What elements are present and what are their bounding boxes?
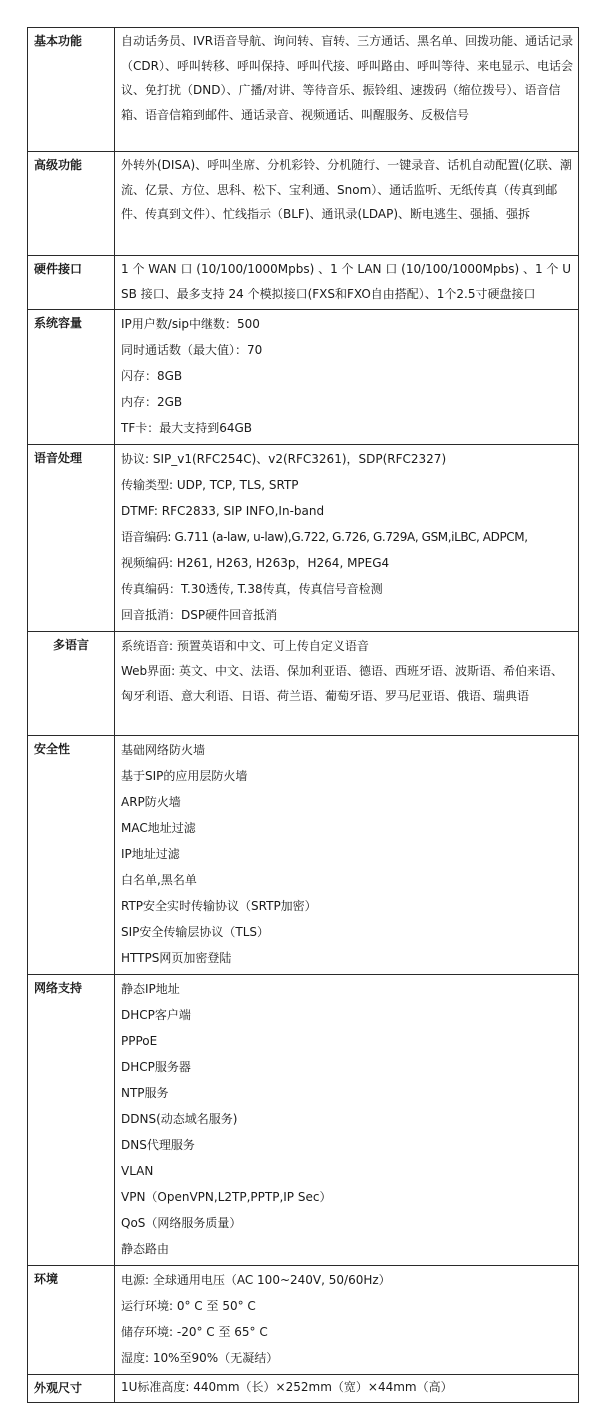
row-label: 外观尺寸	[28, 1375, 115, 1403]
value-line: RTP安全实时传输协议（SRTP加密）	[121, 899, 317, 913]
value-line: 传真编码：T.30透传, T.38传真，传真信号音检测	[121, 582, 383, 596]
value-line: SIP安全传输层协议（TLS）	[121, 925, 270, 939]
value-line: DHCP客户端	[121, 1008, 191, 1022]
value-line: DNS代理服务	[121, 1138, 195, 1152]
value-line: VLAN	[121, 1164, 154, 1178]
value-line: 1U标准高度: 440mm（长）×252mm（宽）×44mm（高）	[121, 1380, 453, 1394]
row-value	[115, 632, 579, 736]
value-line: 协议: SIP_v1(RFC254C)、v2(RFC3261)，SDP(RFC2327)	[121, 452, 447, 466]
row-label: 基本功能	[28, 28, 115, 152]
row-label: 系统容量	[28, 310, 115, 445]
value-paragraph: 自动话务员、IVR语音导航、询问转、盲转、三方通话、黑名单、回拨功能、通话记录（CDR）、呼叫转移、呼叫保持、呼叫代接、呼叫路由、呼叫等待、来电显示、电话会议、免打扰（DND）、广播/对讲、等待音乐、振铃组、速拨码（缩位拨号）、语音信箱、语音信箱到邮件、通话录音、视频通话、叫醒服务、反极信号	[121, 34, 574, 122]
row-label: 高级功能	[28, 152, 115, 256]
value-line: 运行环境: 0° C 至 50° C	[121, 1299, 256, 1313]
value-line: IP用户数/sip中继数：500	[121, 317, 260, 331]
value-line: PPPoE	[121, 1034, 158, 1048]
value-line: TF卡：最大支持到64GB	[121, 421, 253, 435]
value-line: 电源: 全球通用电压（AC 100~240V, 50/60Hz）	[121, 1273, 391, 1287]
spec-table	[27, 27, 579, 1403]
row-value	[115, 1375, 579, 1403]
spec-row-security	[28, 736, 579, 975]
spec-row-advanced	[28, 152, 579, 256]
spec-row-basic	[28, 28, 579, 152]
value-paragraph: 1 个 WAN 口 (10/100/1000Mpbs) 、1 个 LAN 口 (10/100/1000Mpbs) 、1 个 USB 接口、最多支持 24 个模拟接口(FXS和FXO自由搭配）、1个2.5寸硬盘接口	[121, 262, 572, 301]
value-line: 回音抵消：DSP硬件回音抵消	[121, 608, 278, 622]
value-line: IP地址过滤	[121, 847, 180, 861]
row-value	[115, 1266, 579, 1375]
value-line: 系统语音: 预置英语和中文、可上传自定义语音	[121, 639, 369, 653]
value-line: 基础网络防火墙	[121, 743, 206, 757]
spec-row-capacity	[28, 310, 579, 445]
value-line: DHCP服务器	[121, 1060, 191, 1074]
value-line: NTP服务	[121, 1086, 169, 1100]
value-line: DTMF: RFC2833, SIP INFO,In-band	[121, 504, 325, 518]
row-value	[115, 975, 579, 1266]
spec-row-network	[28, 975, 579, 1266]
row-label: 网络支持	[28, 975, 115, 1266]
row-value	[115, 736, 579, 975]
row-value	[115, 152, 579, 256]
spec-row-dimensions	[28, 1375, 579, 1403]
value-line: ARP防火墙	[121, 795, 181, 809]
row-label: 环境	[28, 1266, 115, 1375]
row-value	[115, 445, 579, 632]
value-line: QoS（网络服务质量）	[121, 1216, 242, 1230]
value-line: 白名单,黑名单	[121, 873, 197, 887]
row-label: 多语言	[28, 632, 115, 736]
row-value	[115, 28, 579, 152]
row-value	[115, 256, 579, 310]
value-line: VPN（OpenVPN,L2TP,PPTP,IP Sec）	[121, 1190, 332, 1204]
value-paragraph: Web界面: 英文、中文、法语、保加利亚语、德语、西班牙语、波斯语、希伯来语、匈牙利语、意大利语、日语、荷兰语、葡萄牙语、罗马尼亚语、俄语、瑞典语	[121, 664, 564, 703]
value-line: 湿度: 10%至90%（无凝结）	[121, 1351, 279, 1365]
value-line: MAC地址过滤	[121, 821, 196, 835]
value-line: 静态IP地址	[121, 982, 180, 996]
spec-row-environment	[28, 1266, 579, 1375]
value-line: 视频编码: H261, H263, H263p，H264, MPEG4	[121, 556, 390, 570]
row-value	[115, 310, 579, 445]
value-line: 闪存：8GB	[121, 369, 183, 383]
spec-row-hardware	[28, 256, 579, 310]
value-line: 储存环境: -20° C 至 65° C	[121, 1325, 268, 1339]
spec-row-multilanguage	[28, 632, 579, 736]
value-line: 静态路由	[121, 1242, 170, 1256]
row-label: 安全性	[28, 736, 115, 975]
value-line: 基于SIP的应用层防火墙	[121, 769, 248, 783]
row-label: 硬件接口	[28, 256, 115, 310]
value-paragraph: 外转外(DISA)、呼叫坐席、分机彩铃、分机随行、一键录音、话机自动配置(亿联、潮流、亿景、方位、思科、松下、宝利通、Snom）、通话监听、无纸传真（传真到邮件、传真到文件）、忙线指示（BLF)、通讯录(LDAP)、断电逃生、强插、强拆	[121, 158, 572, 221]
value-line: DDNS(动态域名服务)	[121, 1112, 238, 1126]
spec-row-voice	[28, 445, 579, 632]
value-line: 语音编码: G.711 (a-law, u-law),G.722, G.726, G.729A, GSM,iLBC, ADPCM,	[121, 530, 528, 544]
row-label: 语音处理	[28, 445, 115, 632]
value-line: HTTPS网页加密登陆	[121, 951, 232, 965]
value-line: 传输类型: UDP, TCP, TLS, SRTP	[121, 478, 299, 492]
value-line: 同时通话数（最大值）：70	[121, 343, 263, 357]
value-line: 内存：2GB	[121, 395, 183, 409]
